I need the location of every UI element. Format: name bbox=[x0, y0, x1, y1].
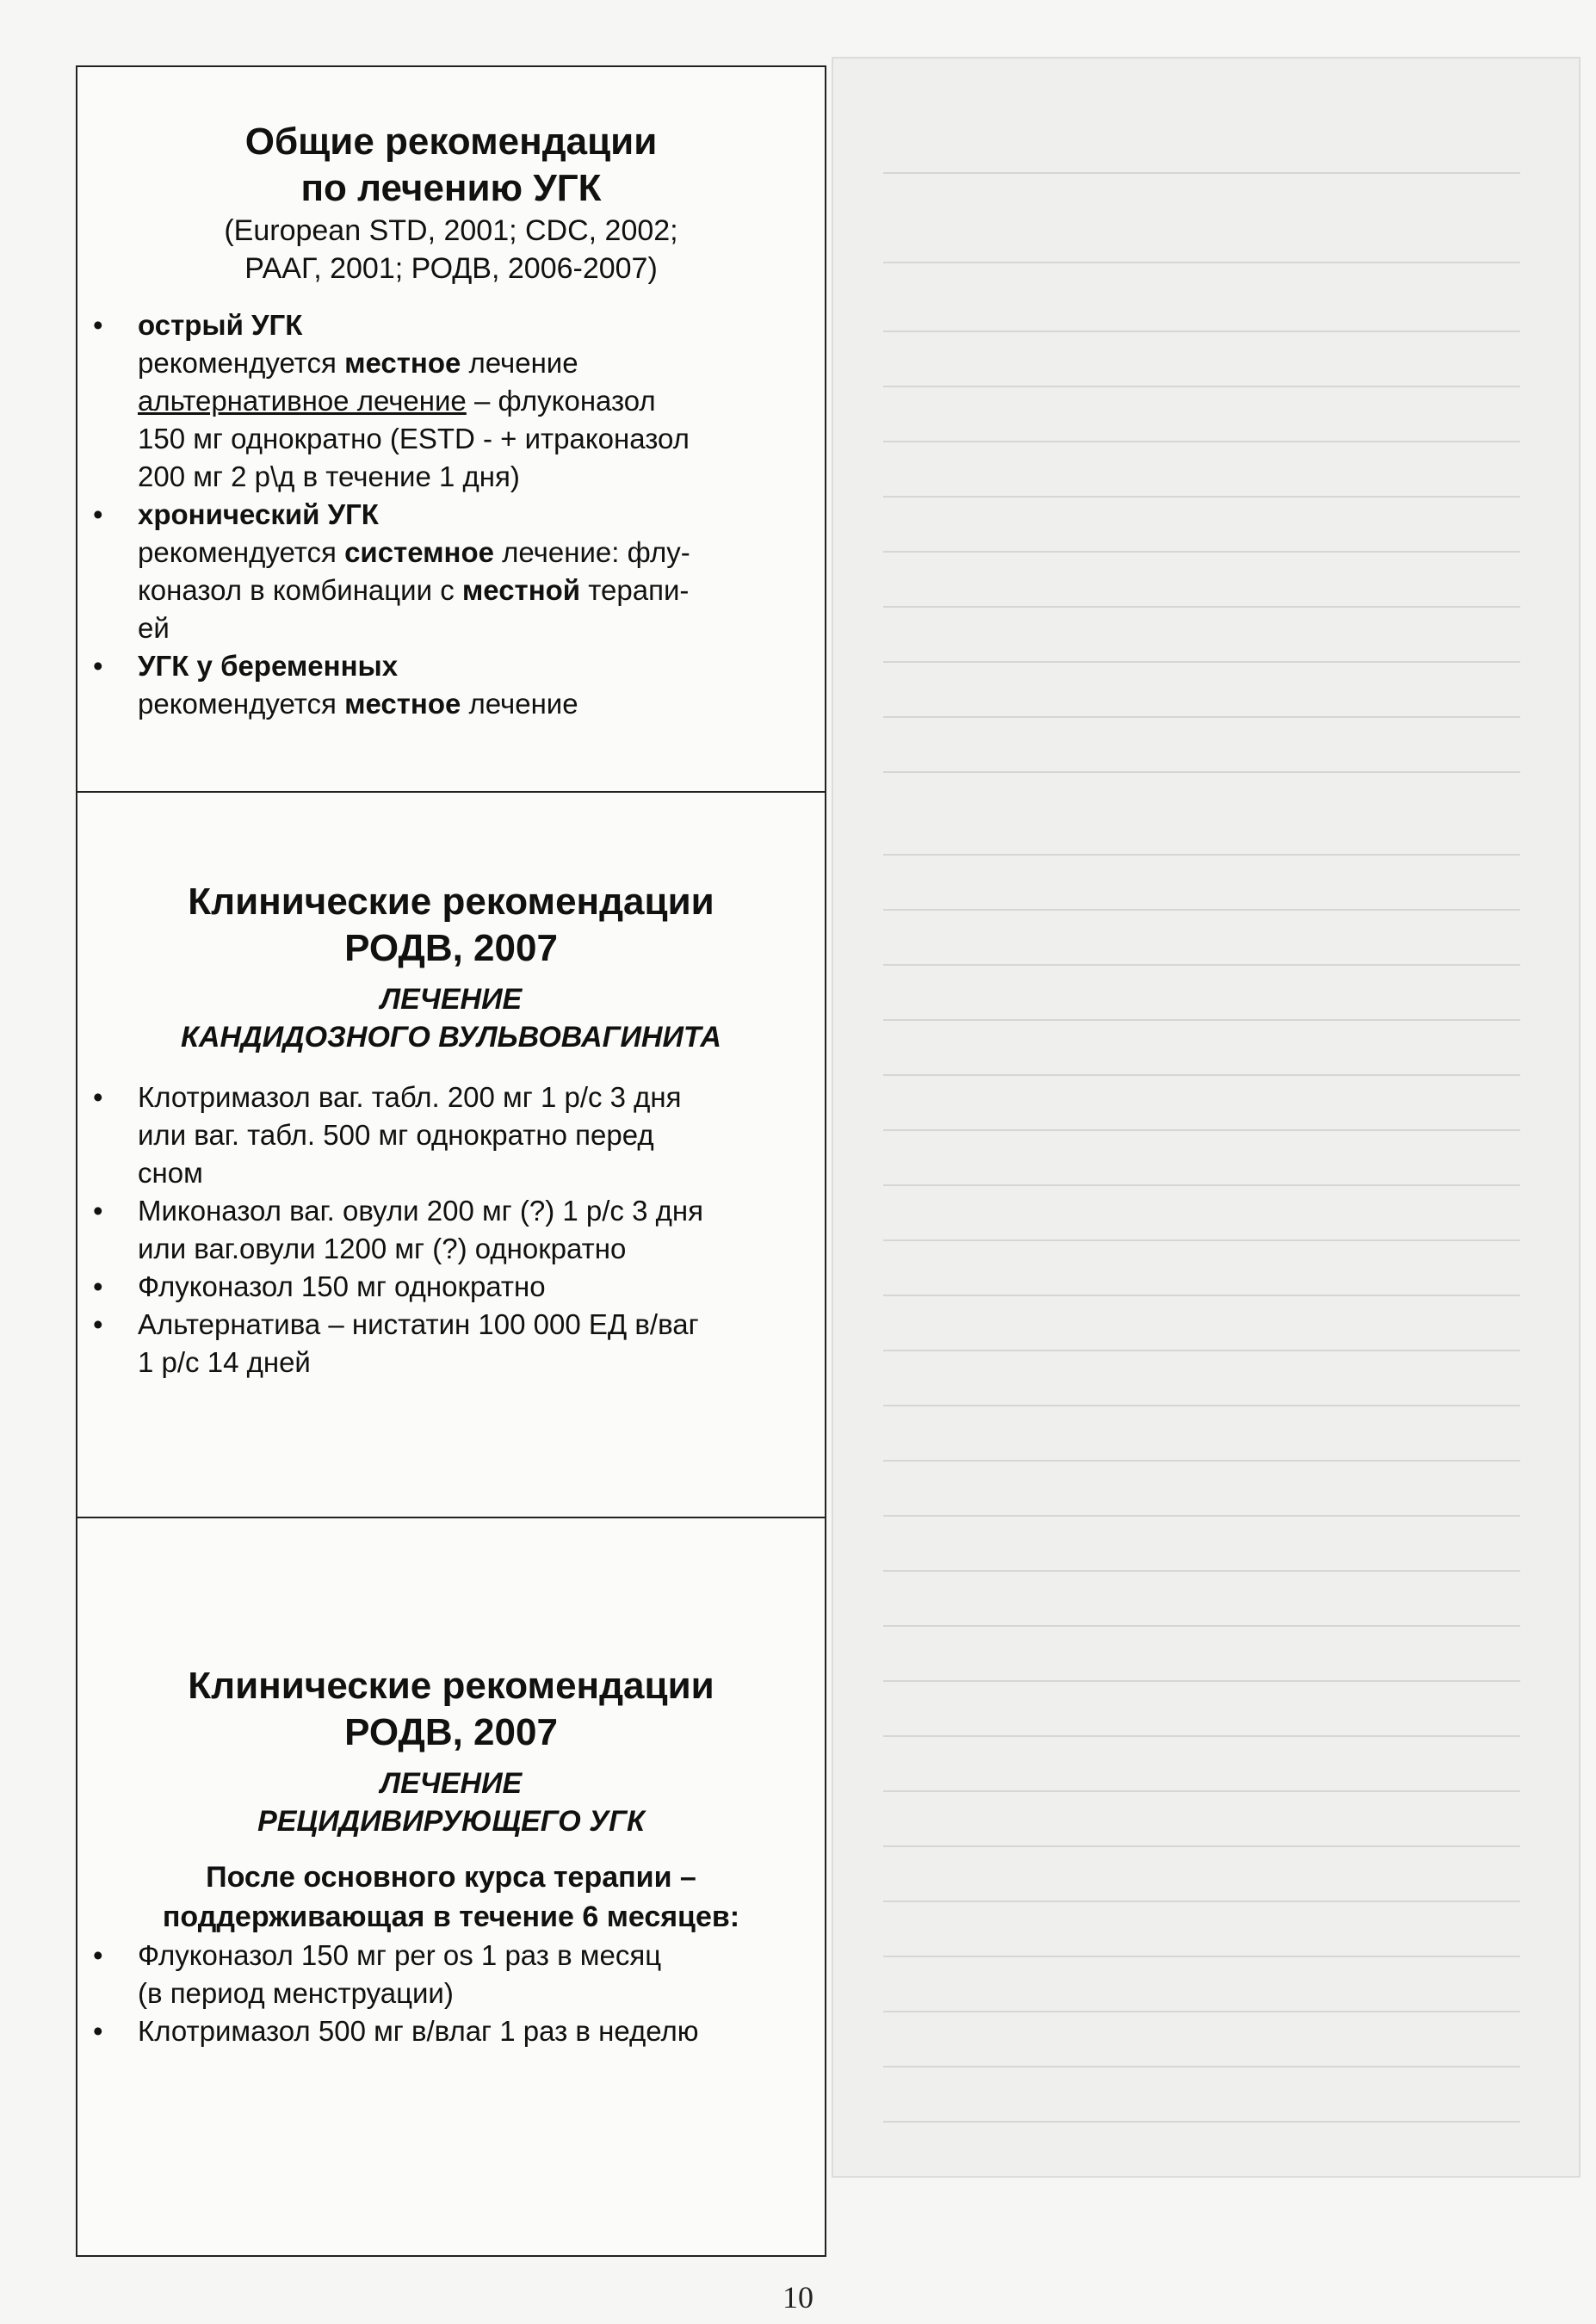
note-line bbox=[883, 172, 1520, 174]
note-line bbox=[883, 1460, 1520, 1462]
heading-line: поддерживающая в течение 6 месяцев: bbox=[162, 1901, 740, 1933]
text-line: сном bbox=[138, 1157, 203, 1189]
note-line bbox=[883, 1790, 1520, 1792]
note-line bbox=[883, 1735, 1520, 1737]
source-reference bbox=[77, 212, 825, 287]
note-line bbox=[883, 1239, 1520, 1241]
maintenance-heading bbox=[77, 1857, 825, 1937]
note-line bbox=[883, 1625, 1520, 1627]
maintenance-list bbox=[77, 1937, 825, 2050]
bullet-icon: • bbox=[93, 2015, 103, 2047]
note-line bbox=[883, 1680, 1520, 1682]
text-line: Клотримазол 500 мг в/влаг 1 раз в неделю bbox=[138, 2015, 699, 2047]
bullet-icon: • bbox=[93, 1939, 103, 1971]
text-line: ей bbox=[138, 612, 170, 644]
text-line: рекомендуется местное лечение bbox=[138, 688, 578, 720]
slide-subtitle bbox=[77, 980, 825, 1056]
text-line: 150 мг однократно (ESTD - + итраконазол bbox=[138, 423, 690, 454]
text-line: Флуконазол 150 мг однократно bbox=[138, 1270, 546, 1302]
text-line: 1 р/с 14 дней bbox=[138, 1346, 311, 1378]
slide-clinical-vulvovaginitis bbox=[77, 791, 825, 1517]
item-heading: УГК у беременных bbox=[138, 650, 399, 682]
note-line bbox=[883, 964, 1520, 966]
subtitle-line: РЕЦИДИВИРУЮЩЕГО УГК bbox=[257, 1805, 645, 1838]
slide-column bbox=[76, 65, 826, 2257]
list-item bbox=[77, 1306, 825, 1381]
text-line: или ваг.овули 1200 мг (?) однократно bbox=[138, 1233, 627, 1264]
note-line bbox=[883, 771, 1520, 773]
item-heading: острый УГК bbox=[138, 309, 303, 341]
note-line bbox=[883, 1184, 1520, 1186]
item-heading: хронический УГК bbox=[138, 498, 379, 530]
note-line bbox=[883, 1956, 1520, 1957]
bullet-icon: • bbox=[93, 1308, 103, 1340]
note-line bbox=[883, 1845, 1520, 1847]
note-line bbox=[883, 496, 1520, 498]
note-line bbox=[883, 386, 1520, 387]
note-line bbox=[883, 551, 1520, 553]
bullet-icon: • bbox=[93, 650, 103, 682]
note-line bbox=[883, 2011, 1520, 2012]
slide-clinical-recurrent bbox=[77, 1517, 825, 2255]
note-line bbox=[883, 1350, 1520, 1351]
bullet-icon: • bbox=[93, 1195, 103, 1227]
slide-title-line: по лечению УГК bbox=[300, 167, 602, 209]
text-line: коназол в комбинации с местной терапи- bbox=[138, 574, 690, 606]
note-line bbox=[883, 441, 1520, 442]
reference-line: (European STD, 2001; CDC, 2002; bbox=[224, 214, 678, 247]
slide-title bbox=[77, 879, 825, 972]
text-line: Клотримазол ваг. табл. 200 мг 1 р/с 3 дня bbox=[138, 1081, 682, 1113]
slide-title-line: Клинические рекомендации bbox=[188, 1665, 714, 1707]
slide-title-line: Клинические рекомендации bbox=[188, 881, 714, 923]
text-line: (в период менструации) bbox=[138, 1977, 454, 2009]
list-item bbox=[77, 1268, 825, 1306]
note-line bbox=[883, 854, 1520, 856]
list-item bbox=[77, 496, 825, 647]
list-item bbox=[77, 1079, 825, 1192]
note-line bbox=[883, 1515, 1520, 1517]
list-item bbox=[77, 1937, 825, 2012]
text-line: или ваг. табл. 500 мг однократно перед bbox=[138, 1119, 654, 1151]
treatment-list bbox=[77, 1079, 825, 1381]
list-item bbox=[77, 1192, 825, 1268]
text-line: рекомендуется местное лечение bbox=[138, 347, 578, 379]
note-line bbox=[883, 2121, 1520, 2123]
slide-title bbox=[77, 1663, 825, 1756]
note-line bbox=[883, 1570, 1520, 1572]
note-line bbox=[883, 1405, 1520, 1406]
note-line bbox=[883, 1129, 1520, 1131]
slide-title-line: РОДВ, 2007 bbox=[344, 1711, 558, 1753]
note-line bbox=[883, 1295, 1520, 1296]
bullet-icon: • bbox=[93, 498, 103, 530]
note-line bbox=[883, 1901, 1520, 1902]
note-line bbox=[883, 1074, 1520, 1076]
faded-reverse-page bbox=[832, 57, 1581, 2178]
list-item bbox=[77, 2012, 825, 2050]
bullet-icon: • bbox=[93, 309, 103, 341]
bullet-icon: • bbox=[93, 1270, 103, 1302]
text-line: Миконазол ваг. овули 200 мг (?) 1 р/с 3 дня bbox=[138, 1195, 703, 1227]
note-line bbox=[883, 606, 1520, 608]
page-number: 10 bbox=[783, 2280, 813, 2315]
subtitle-line: ЛЕЧЕНИЕ bbox=[380, 1767, 523, 1800]
heading-line: После основного курса терапии – bbox=[206, 1861, 696, 1894]
note-line bbox=[883, 716, 1520, 718]
text-line: 200 мг 2 р\д в течение 1 дня) bbox=[138, 460, 520, 492]
note-line bbox=[883, 661, 1520, 663]
note-line bbox=[883, 2066, 1520, 2067]
slide-title bbox=[77, 119, 825, 212]
note-line bbox=[883, 262, 1520, 263]
note-line bbox=[883, 331, 1520, 332]
text-line: рекомендуется системное лечение: флу- bbox=[138, 536, 690, 568]
text-line: альтернативное лечение – флуконазол bbox=[138, 385, 656, 417]
text-line: Флуконазол 150 мг per os 1 раз в месяц bbox=[138, 1939, 662, 1971]
slide-subtitle bbox=[77, 1765, 825, 1840]
slide-title-line: РОДВ, 2007 bbox=[344, 927, 558, 969]
bullet-icon: • bbox=[93, 1081, 103, 1113]
slide-title-line: Общие рекомендации bbox=[244, 121, 658, 163]
text-line: Альтернатива – нистатин 100 000 ЕД в/ваг bbox=[138, 1308, 699, 1340]
subtitle-line: КАНДИДОЗНОГО ВУЛЬВОВАГИНИТА bbox=[181, 1021, 721, 1054]
recommendation-list bbox=[77, 306, 825, 723]
subtitle-line: ЛЕЧЕНИЕ bbox=[380, 983, 523, 1016]
note-line bbox=[883, 909, 1520, 911]
slide-general-recommendations bbox=[77, 67, 825, 791]
note-line bbox=[883, 1019, 1520, 1021]
list-item bbox=[77, 306, 825, 496]
list-item bbox=[77, 647, 825, 723]
reference-line: РААГ, 2001; РОДВ, 2006-2007) bbox=[244, 252, 658, 285]
